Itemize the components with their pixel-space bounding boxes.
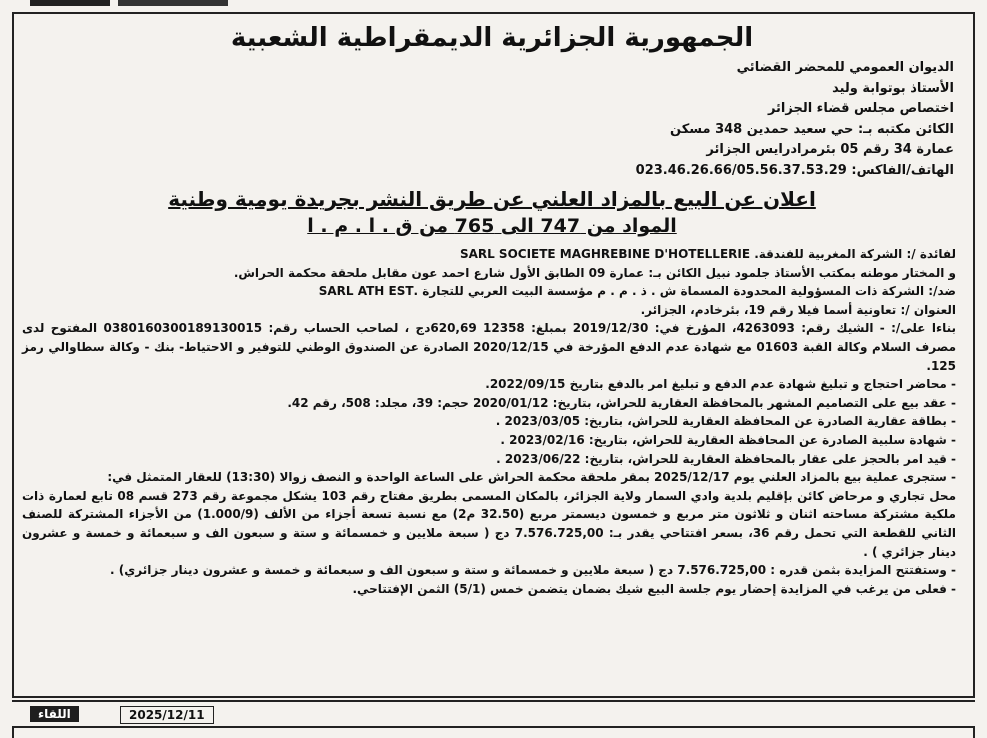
top-rule-left [30, 0, 110, 6]
body-paragraph: و المختار موطنه بمكتب الأستاذ جلمود نبيل الكائن بـ: عمارة 09 الطابق الأول شارع احمد عون مقابل ملحقة محكمة الحراش. [233, 265, 956, 280]
ad-body [22, 245, 962, 598]
next-ad-frame [12, 726, 975, 738]
top-rule-date [118, 0, 228, 6]
phone-value: 023.46.26.66/05.56.37.53.29 [635, 162, 847, 178]
body-paragraph: - ستجرى عملية بيع بالمزاد العلني يوم 2025/12/17 بمقر ملحقة محكمة الحراش على الساعة الواحدة و النصف زوالا (13:30) للعقار المتمثل في: [107, 470, 956, 485]
phone-label: الهاتف/الفاكس: [851, 162, 954, 178]
office-line: اختصاص مجلس قضاء الجزائر [767, 101, 954, 116]
footer-rule [12, 700, 975, 702]
body-paragraph: ضد/: الشركة ذات المسؤولية المحدودة المسماة ش . ذ . م . م مؤسسة البيت العربي للتجارة .SARL ATH EST [318, 284, 956, 299]
office-phone [22, 161, 954, 182]
body-paragraph: - وستفتتح المزايدة بثمن قدره : 7.576.725,00 دج ( سبعة ملايين و خمسمائة و ستة و سبعون الف و سبعمائة و خمسة و عشرون دينار جزائري) . [110, 563, 956, 578]
body-paragraph: محل تجاري و مرحاض كائن بإقليم بلدية وادي السمار ولاية الجزائر، بالمكان المسمى بطريق مفتاح رقم 103 يشكل مجموعة رقم 273 قسم 08 تابع لعمارة ذات ملكية مشتركة مساحته اثنان و ثلاثون متر مربع و خمسون ديسمتر مربع (32.50 م2) مع نسبة تسعة أجزاء من الألف (1.000/9) من الأجزاء المشتركة للصنف الثاني للقطعة التي تحمل رقم 36، بسعر افتتاحي يقدر بـ: 7.576.725,00 دج ( سبعة ملايين و خمسمائة و ستة و سبعون الف و سبعمائة و خمسة و عشرون دينار جزائري ) . [22, 488, 956, 559]
body-paragraph: بناءا على/: - الشيك رقم: 4263093، المؤرخ في: 2019/12/30 بمبلغ: 12358 620,69دج ، لصاحب الحساب رقم: 0380160300189130015 المفتوح لدى مصرف السلام وكالة القبة 01603 مع شهادة عدم الدفع المؤرخة في 2020/12/15 الصادرة عن الصندوق الوطني للتوفير و الاحتياط- بنك - وكالة سطاوالي رمز 125. [22, 321, 957, 373]
body-paragraph: - قيد امر بالحجز على عقار بالمحافظة العقارية للحراش، بتاريخ: 2023/06/22 . [496, 451, 956, 466]
body-paragraph: - شهادة سلبية الصادرة عن المحافظة العقارية للحراش، بتاريخ: 2023/02/16 . [500, 432, 956, 447]
office-line: الكائن مكتبه بـ: حي سعيد حمدين 348 مسكن [670, 121, 954, 137]
body-paragraph: - محاضر احتجاج و تبليغ شهادة عدم الدفع و تبليغ امر بالدفع بتاريخ 2022/09/15. [485, 377, 956, 392]
body-paragraph: - فعلى من يرغب في المزايدة إحضار يوم جلسة البيع شيك بضمان يتضمن خمس (5/1) الثمن الإفتتاحي. [352, 581, 956, 596]
newspaper-badge: اللقاء [30, 706, 79, 722]
office-line: عمارة 34 رقم 05 بئرمرادرايس الجزائر [706, 142, 954, 157]
ad-subtitle: المواد من 747 الى 765 من ق . ا . م . ا [307, 215, 677, 237]
issue-date: 2025/12/11 [120, 706, 214, 724]
bailiff-office-block [22, 58, 962, 181]
office-line: الأستاذ بوتوابة وليد [832, 80, 954, 96]
footer-strip [12, 700, 975, 738]
body-paragraph: العنوان /: تعاونية أسما فيلا رقم 19، بئرخادم، الجزائر. [640, 302, 956, 317]
body-paragraph: - بطاقة عقارية الصادرة عن المحافظة العقارية للحراش، بتاريخ: 2023/03/05 . [495, 414, 956, 429]
body-paragraph: لفائدة /: الشركة المغربية للفندقة. SARL SOCIETE MAGHREBINE D'HOTELLERIE [459, 247, 956, 261]
office-line: الديوان العمومي للمحضر القضائي [736, 60, 954, 75]
body-paragraph: - عقد بيع على التصاميم المشهر بالمحافظة العقارية للحراش، بتاريخ: 2020/01/12 حجم: 39، مجلد: 508، رقم 42. [287, 395, 956, 410]
ad-title: اعلان عن البيع بالمزاد العلني عن طريق النشر بجريدة يومية وطنية [168, 187, 816, 211]
republic-heading: الجمهورية الجزائرية الديمقراطية الشعبية [230, 23, 754, 53]
announcement-content [22, 18, 962, 598]
